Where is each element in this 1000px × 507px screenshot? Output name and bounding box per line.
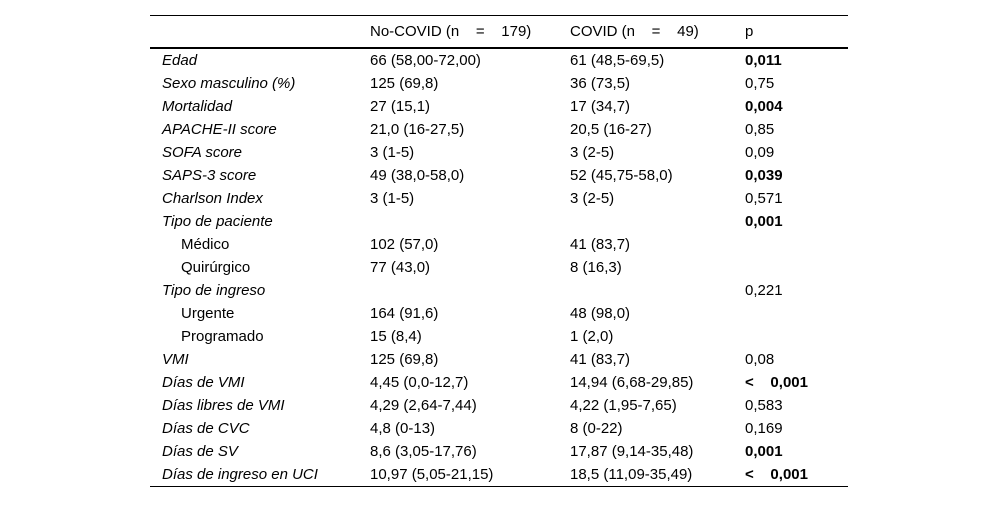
row-label: Edad <box>162 52 198 69</box>
covid-value: 36 (73,5) <box>570 75 631 92</box>
table-row <box>150 417 848 440</box>
covid-value <box>570 279 745 302</box>
table-body <box>150 48 848 487</box>
p-value: 0,001 <box>745 213 783 230</box>
nocovid-value: 21,0 (16-27,5) <box>370 121 465 138</box>
covid-value: 20,5 (16-27) <box>570 121 652 138</box>
table-row <box>150 48 848 72</box>
row-label: Tipo de paciente <box>162 213 273 230</box>
row-label: VMI <box>162 351 189 368</box>
row-label: Sexo masculino (%) <box>162 75 296 92</box>
p-value: 0,011 <box>745 52 782 69</box>
row-label: Urgente <box>181 305 235 322</box>
nocovid-value: 125 (69,8) <box>370 351 439 368</box>
covid-value: 61 (48,5-69,5) <box>570 52 665 69</box>
covid-value: 41 (83,7) <box>570 351 631 368</box>
header-covid-cell: COVID (n = 49) <box>570 16 745 49</box>
nocovid-value <box>370 279 570 302</box>
p-value: 0,85 <box>745 121 775 138</box>
covid-value: 17,87 (9,14-35,48) <box>570 443 694 460</box>
table-row <box>150 440 848 463</box>
p-value: 0,221 <box>745 282 783 299</box>
table-row <box>150 302 848 325</box>
p-value <box>745 233 848 256</box>
covid-value: 18,5 (11,09-35,49) <box>570 463 745 487</box>
nocovid-value: 3 (1-5) <box>370 190 415 207</box>
row-label: Mortalidad <box>162 98 233 115</box>
nocovid-value: 15 (8,4) <box>370 328 422 345</box>
row-label: Tipo de ingreso <box>162 282 266 299</box>
table-row <box>150 141 848 164</box>
covid-value: 8 (0-22) <box>570 420 623 437</box>
p-value: 0,09 <box>745 144 775 161</box>
table-row <box>150 325 848 348</box>
row-label: APACHE-II score <box>162 121 277 138</box>
p-value: 0,004 <box>745 98 783 115</box>
p-value: 0,75 <box>745 75 775 92</box>
nocovid-value: 125 (69,8) <box>370 75 439 92</box>
covid-value: 8 (16,3) <box>570 259 622 276</box>
nocovid-value: 49 (38,0-58,0) <box>370 167 465 184</box>
table-row <box>150 118 848 141</box>
row-label: Días de ingreso en UCI <box>150 463 370 487</box>
row-label: Quirúrgico <box>181 259 251 276</box>
header-row <box>150 16 848 49</box>
row-label: SAPS-3 score <box>162 167 257 184</box>
nocovid-value: 8,6 (3,05-17,76) <box>370 443 477 460</box>
table-row <box>150 256 848 279</box>
nocovid-value: 102 (57,0) <box>370 236 439 253</box>
p-value: 0,001 <box>745 443 783 460</box>
row-label: Médico <box>181 236 230 253</box>
comparison-table-container <box>150 15 848 487</box>
p-value: 0,169 <box>745 420 783 437</box>
covid-value: 3 (2-5) <box>570 144 615 161</box>
p-value <box>745 256 848 279</box>
row-label: Días de VMI <box>162 374 245 391</box>
header-nocovid-cell: No-COVID (n = 179) <box>370 16 570 49</box>
nocovid-value: 27 (15,1) <box>370 98 431 115</box>
p-value <box>745 325 848 348</box>
nocovid-value: 4,8 (0-13) <box>370 420 436 437</box>
p-value: < 0,001 <box>745 463 848 487</box>
table-row <box>150 95 848 118</box>
row-label: Días de SV <box>162 443 238 460</box>
table-header <box>150 16 848 49</box>
table-row <box>150 371 848 394</box>
covid-value: 1 (2,0) <box>570 328 614 345</box>
nocovid-value: 77 (43,0) <box>370 259 431 276</box>
p-value: 0,583 <box>745 397 783 414</box>
covid-value: 52 (45,75-58,0) <box>570 167 673 184</box>
covid-value <box>570 210 745 233</box>
covid-value: 14,94 (6,68-29,85) <box>570 374 694 391</box>
table-row <box>150 187 848 210</box>
nocovid-value: 164 (91,6) <box>370 305 439 322</box>
p-value: < 0,001 <box>745 374 808 391</box>
table-row <box>150 164 848 187</box>
nocovid-value: 10,97 (5,05-21,15) <box>370 463 570 487</box>
p-value: 0,039 <box>745 167 783 184</box>
row-label: Charlson Index <box>162 190 263 207</box>
comparison-table <box>150 15 848 487</box>
nocovid-value: 66 (58,00-72,00) <box>370 52 481 69</box>
row-label: SOFA score <box>162 144 243 161</box>
covid-value: 17 (34,7) <box>570 98 631 115</box>
nocovid-value: 4,45 (0,0-12,7) <box>370 374 469 391</box>
nocovid-value <box>370 210 570 233</box>
nocovid-value: 4,29 (2,64-7,44) <box>370 397 477 414</box>
p-value: 0,571 <box>745 190 783 207</box>
table-row <box>150 463 848 487</box>
table-row <box>150 72 848 95</box>
header-label-cell <box>150 16 370 49</box>
covid-value: 3 (2-5) <box>570 190 615 207</box>
table-row <box>150 233 848 256</box>
p-value: 0,08 <box>745 351 775 368</box>
row-label: Días libres de VMI <box>162 397 285 414</box>
nocovid-value: 3 (1-5) <box>370 144 415 161</box>
header-p-cell: p <box>745 16 848 49</box>
row-label: Programado <box>181 328 264 345</box>
covid-value: 41 (83,7) <box>570 236 631 253</box>
table-row <box>150 279 848 302</box>
table-row <box>150 348 848 371</box>
row-label: Días de CVC <box>162 420 250 437</box>
table-row <box>150 394 848 417</box>
p-value <box>745 302 848 325</box>
covid-value: 4,22 (1,95-7,65) <box>570 397 677 414</box>
table-row <box>150 210 848 233</box>
covid-value: 48 (98,0) <box>570 305 631 322</box>
